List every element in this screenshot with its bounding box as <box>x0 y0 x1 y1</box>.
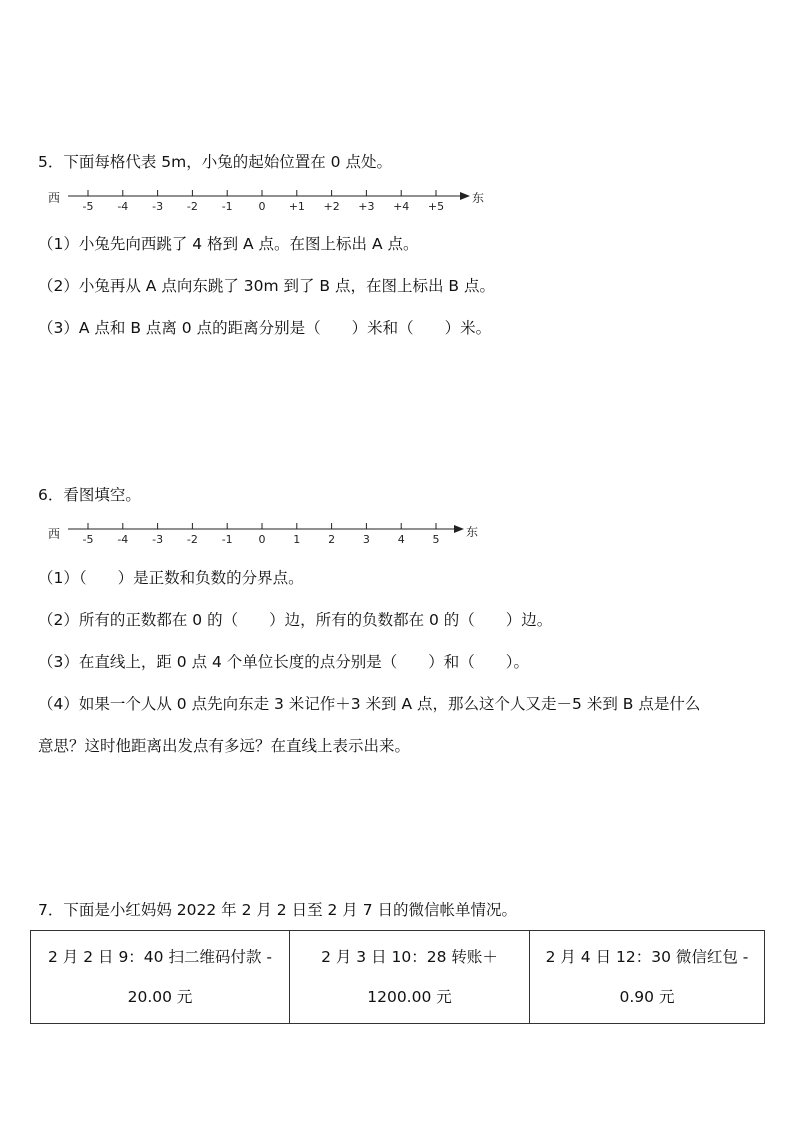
q5-east-label: 东 <box>472 191 485 205</box>
bill-row <box>31 931 765 1024</box>
q6-title: 6．看图填空。 <box>38 486 141 504</box>
q5-tick-label: +1 <box>288 200 305 213</box>
bill-cell <box>530 931 765 1024</box>
bill-entry-line2: 0.90 元 <box>619 988 675 1006</box>
bill-entry-line1: 2 月 3 日 10：28 转账＋ <box>321 948 498 966</box>
q5-number-line-svg <box>40 182 500 216</box>
q6-sub1: （1）（ ）是正数和负数的分界点。 <box>38 569 304 587</box>
q5-axis-arrow <box>460 192 470 200</box>
bill-cell <box>31 931 290 1024</box>
q6-number-line <box>40 518 500 552</box>
q5-ticks <box>83 190 445 213</box>
q5-tick-label: 0 <box>258 200 266 213</box>
q6-tick-label: -3 <box>152 533 164 546</box>
q5-tick-label: +5 <box>427 200 445 213</box>
q5-sub1: （1）小兔先向西跳了 4 格到 A 点。在图上标出 A 点。 <box>38 235 419 253</box>
q6-tick-label: -5 <box>82 533 94 546</box>
q6-sub4-line1: （4）如果一个人从 0 点先向东走 3 米记作＋3 米到 A 点，那么这个人又走－5 米到 B 点是什么 <box>38 695 701 713</box>
bill-entry-line2: 20.00 元 <box>127 988 193 1006</box>
q5-tick-label: -4 <box>117 200 129 213</box>
q5-west-label: 西 <box>48 191 61 205</box>
bill-entry-line1: 2 月 4 日 12：30 微信红包 - <box>545 948 749 966</box>
q5-tick-label: +3 <box>358 200 375 213</box>
q6-sub4-line2: 意思？这时他距离出发点有多远？在直线上表示出来。 <box>38 737 411 755</box>
q5-tick-label: -1 <box>221 200 233 213</box>
q6-number-line-svg <box>40 518 500 552</box>
q6-east-label: 东 <box>466 525 479 539</box>
q5-tick-label: -2 <box>186 200 198 213</box>
q6-tick-label: -2 <box>186 533 198 546</box>
q6-tick-label: 5 <box>432 533 440 546</box>
q6-sub2: （2）所有的正数都在 0 的（ ）边，所有的负数都在 0 的（ ）边。 <box>38 611 553 629</box>
q5-tick-label: +2 <box>323 200 340 213</box>
bill-entry-line1: 2 月 2 日 9：40 扫二维码付款 - <box>48 948 272 966</box>
q6-axis-arrow <box>454 525 464 533</box>
q6-tick-label: 1 <box>293 533 301 546</box>
q6-tick-label: 3 <box>362 533 370 546</box>
q6-tick-label: -1 <box>221 533 233 546</box>
q5-sub3: （3）A 点和 B 点离 0 点的距离分别是（ ）米和（ ）米。 <box>38 319 492 337</box>
q5-tick-label: +4 <box>393 200 410 213</box>
q6-tick-label: 0 <box>258 533 266 546</box>
q5-number-line <box>40 182 500 216</box>
q6-west-label: 西 <box>48 527 61 541</box>
q5-title: 5．下面每格代表 5m，小兔的起始位置在 0 点处。 <box>38 153 392 171</box>
q5-sub2: （2）小兔再从 A 点向东跳了 30m 到了 B 点，在图上标出 B 点。 <box>38 277 495 295</box>
bill-table <box>30 930 765 1024</box>
bill-cell <box>290 931 530 1024</box>
q5-tick-label: -3 <box>152 200 164 213</box>
q6-ticks <box>83 523 440 546</box>
q6-tick-label: -4 <box>117 533 129 546</box>
q6-tick-label: 4 <box>397 533 405 546</box>
q6-sub3: （3）在直线上，距 0 点 4 个单位长度的点分别是（ ）和（ ）。 <box>38 653 530 671</box>
q6-tick-label: 2 <box>328 533 336 546</box>
bill-entry-line2: 1200.00 元 <box>367 988 452 1006</box>
q7-title: 7．下面是小红妈妈 2022 年 2 月 2 日至 2 月 7 日的微信帐单情况。 <box>38 901 518 919</box>
q5-tick-label: -5 <box>82 200 94 213</box>
